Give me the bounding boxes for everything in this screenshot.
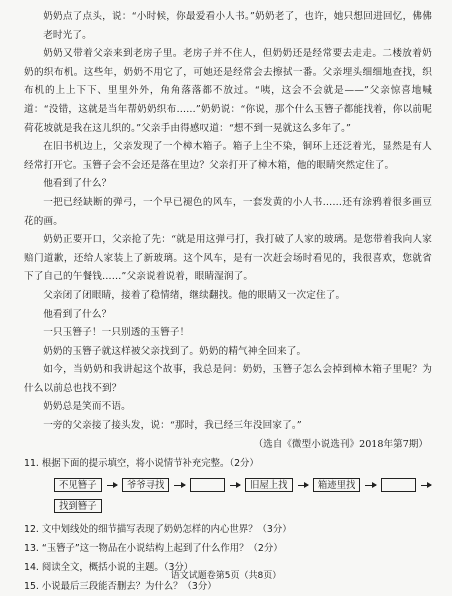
flowchart-row: [54, 499, 432, 513]
paragraph: 他看到了什么？: [43, 178, 112, 190]
flow-step-4: 旧屋上找: [245, 478, 293, 492]
paragraph: 奶奶点了点头，说：“小时候，你最爱看小人书。”奶奶老了，也许，她只想回进回忆，佛佛老时光了。: [43, 11, 432, 41]
source-citation: （选自《微型小说选刊》2018年第7期）: [253, 438, 428, 450]
arrow-icon: [421, 485, 431, 486]
plot-flowchart: [54, 478, 432, 513]
question-13: 13. “玉簪子”这一物品在小说结构上起到了什么作用？（2分）: [24, 543, 283, 555]
paragraph: 奶奶正要开口，父亲抢了先：“就是用这弹弓打，我打破了人家的玻璃。是您带着我向人家赔门道歉，还给人家装上了新玻璃。这个风车，是有一次赶会场时看见的，我很喜欢，您就省下了自己的午餐钱……”父亲说着说着，眼睛湿润了。: [24, 234, 432, 283]
flow-step-6-blank[interactable]: [381, 478, 416, 492]
flow-step-3-blank[interactable]: [190, 478, 225, 492]
paragraph: 一把已经缺断的弹弓，一个早已褪色的风车，一套发黄的小人书……还有涂鸦着很多画豆花的画。: [24, 196, 432, 227]
paragraph: 奶奶的玉簪子就这样被父亲找到了。奶奶的精气神全回来了。: [43, 345, 307, 357]
arrow-icon: [107, 485, 117, 486]
arrow-icon: [365, 485, 375, 486]
question-12: 12. 文中划线处的细节描写表现了奶奶怎样的内心世界？（3分）: [24, 524, 292, 536]
story-text: [24, 8, 432, 436]
paragraph: 奶奶又带着父亲来到老房子里。老房子并不住人，但奶奶还是经常要去走走。二楼放着奶奶的织布机。这些年，奶奶不用它了，可她还是经常会去擦拭一番。父亲埋头细细地查找，织布机的上上下下、里里外外，角角落落都不放过。“咦，这会不会就是——”父亲惊喜地喊道：“没错，这就是当年帮奶奶织布……”奶奶说：“你说，那个什么玉簪子都能找着，你以前呢荷花坡就是我在这儿织的。”父亲手由得感叹道：“想不到一晃就这么多年了。”: [24, 48, 432, 134]
paragraph: 奶奶总是笑而不语。: [43, 401, 131, 413]
flow-step-7: 找到簪子: [54, 499, 102, 513]
paragraph: 在旧书机边上，父亲发现了一个樟木箱子。箱子上尘不染，铜环上还泛着光，显然是有人经常打开它。玉簪子会不会还是落在里边？父亲打开了樟木箱，他的眼睛突然定住了。: [24, 141, 432, 171]
flow-step-5: 箱迹里找: [313, 478, 361, 492]
paragraph: 父亲闭了闭眼睛，接着了稳情绪，继续翻找。他的眼睛又一次定住了。: [43, 289, 346, 301]
paragraph: 一旁的父亲接了接头发，说：“那时，我已经三年没回家了。”: [43, 420, 302, 432]
question-15: 15. 小说最后三段能否删去？为什么？（3分）: [24, 581, 217, 593]
paragraph: 一只玉簪子！一只别透的玉簪子！: [43, 327, 190, 339]
paragraph: 他看到了什么？: [43, 308, 112, 320]
page-footer: 语文试题卷第5页（共8页）: [170, 571, 282, 581]
question-14: 14. 阅读全文，概括小说的主题。（3分）: [24, 562, 194, 574]
paragraph: 如今，当奶奶和我讲起这个故事，我总是问：奶奶，玉簪子怎么会掉到樟木箱子里呢？为什么以前总也找不到？: [24, 364, 432, 394]
arrow-icon: [298, 485, 308, 486]
flow-step-1: 不见簪子: [54, 478, 102, 492]
question-11: 11. 根据下面的提示填空，将小说情节补充完整。（2分）: [24, 458, 259, 470]
flow-step-2: 爷爷寻找: [122, 478, 170, 492]
arrow-icon: [174, 485, 184, 486]
flowchart-row: [54, 478, 432, 492]
arrow-icon: [230, 485, 240, 486]
